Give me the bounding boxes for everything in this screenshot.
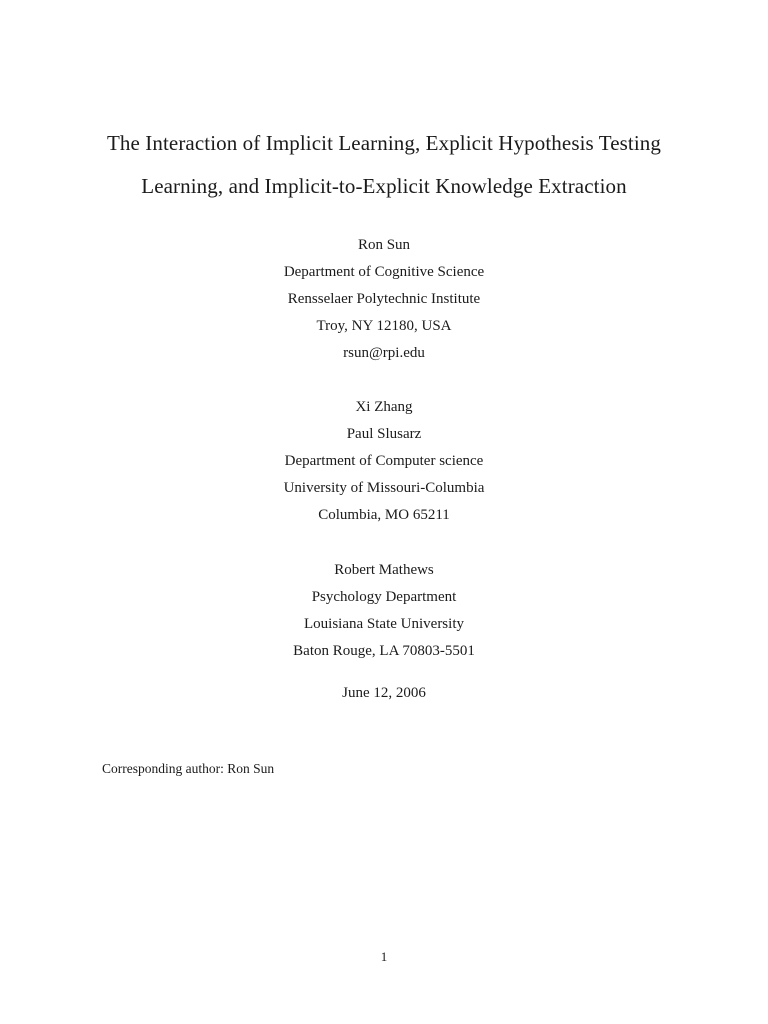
corresponding-author-note: Corresponding author: Ron Sun (102, 761, 275, 776)
paper-date: June 12, 2006 (342, 685, 426, 701)
author-affiliation-institution: Louisiana State University (304, 616, 464, 632)
author-affiliation-address: Baton Rouge, LA 70803-5501 (293, 643, 475, 659)
author-name: Robert Mathews (334, 562, 434, 578)
author-affiliation-department: Psychology Department (311, 589, 457, 605)
paper-title-line-2: Learning, and Implicit-to-Explicit Knowledge Extraction (141, 174, 627, 198)
author-affiliation-department: Department of Computer science (284, 453, 484, 469)
author-name: Xi Zhang (355, 399, 413, 415)
author-affiliation-address: Columbia, MO 65211 (318, 507, 450, 523)
paper-title-line-1: The Interaction of Implicit Learning, Explicit Hypothesis Testing (106, 131, 661, 155)
author-name: Ron Sun (357, 237, 411, 253)
author-affiliation-department: Department of Cognitive Science (283, 264, 485, 280)
author-email: rsun@rpi.edu (343, 345, 425, 361)
author-affiliation-institution: University of Missouri-Columbia (283, 480, 485, 496)
author-name: Paul Slusarz (346, 426, 422, 442)
author-affiliation-institution: Rensselaer Polytechnic Institute (287, 291, 481, 307)
page-number: 1 (380, 949, 388, 964)
author-affiliation-address: Troy, NY 12180, USA (316, 318, 452, 334)
